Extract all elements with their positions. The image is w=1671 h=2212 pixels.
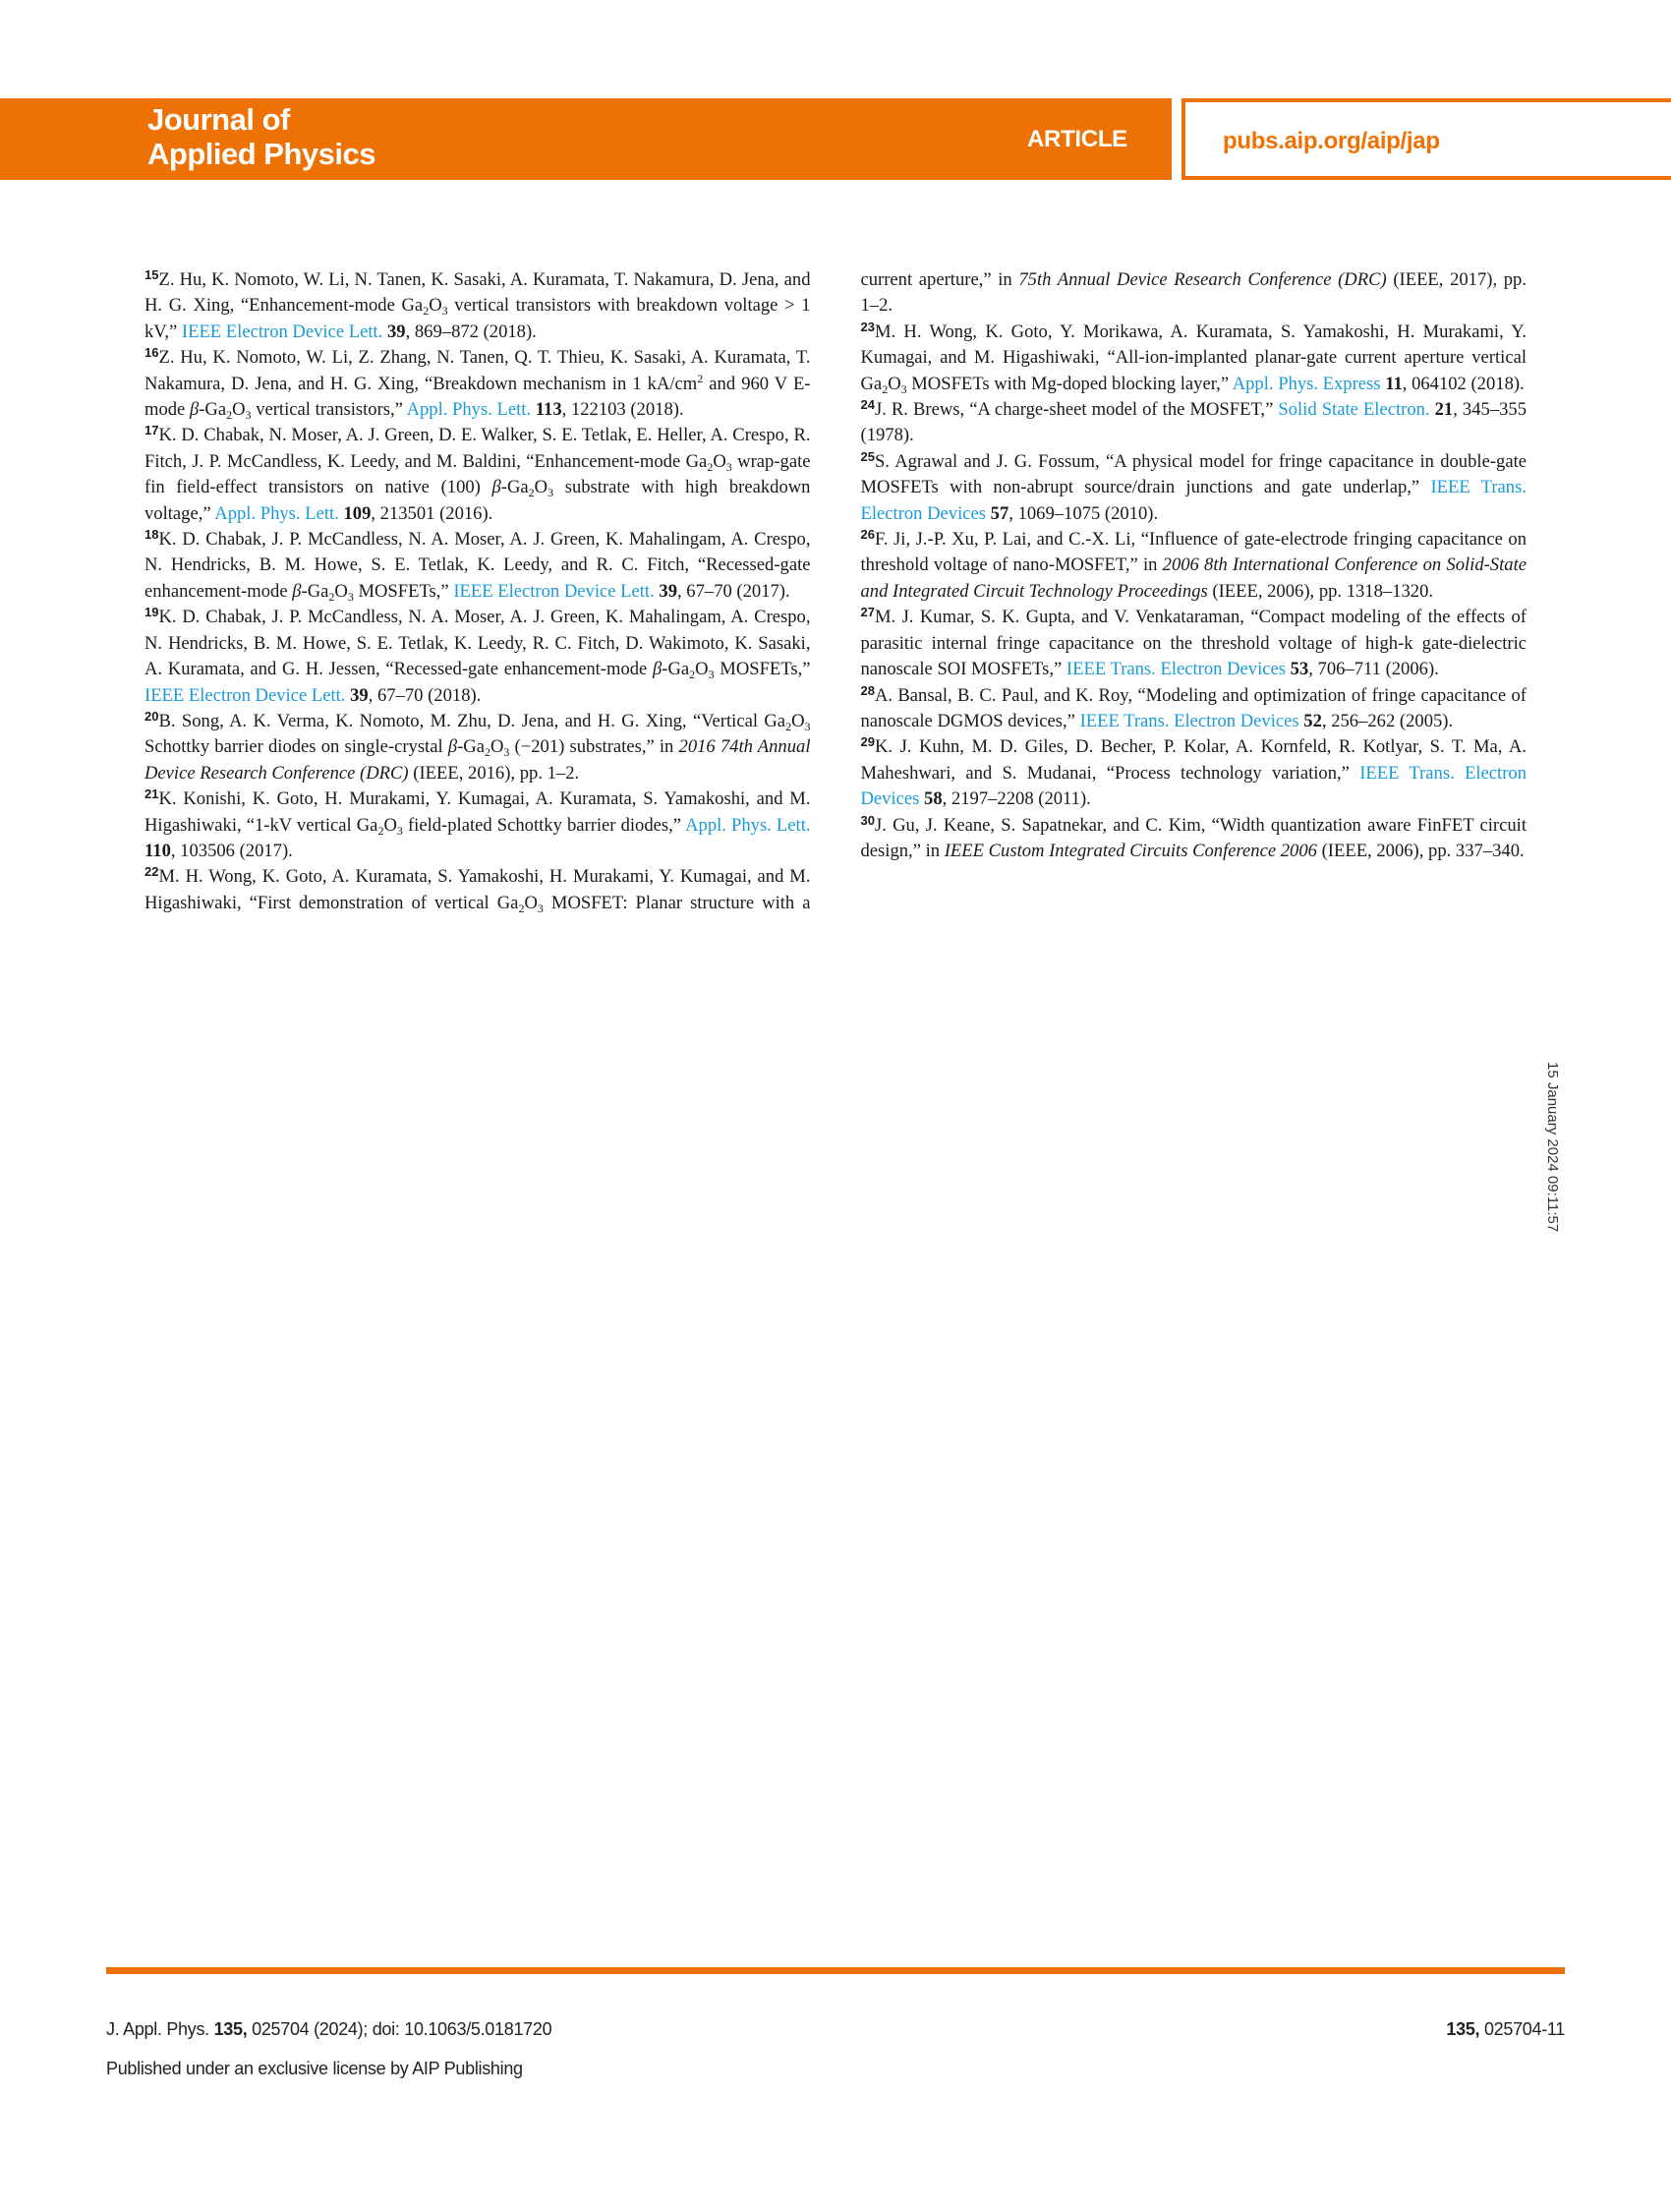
reference-item [861, 320, 1527, 397]
reference-text: Z. Hu, K. Nomoto, W. Li, Z. Zhang, N. Tanen, Q. T. Thieu, K. Sasaki, A. Kuramata, T. Nakamura, D. Jena, and H. G. Xing, “Breakdown mechanism in 1 kA/cm [144, 347, 811, 394]
reference-text: -Ga [199, 399, 227, 421]
journal-url-link[interactable]: pubs.aip.org/aip/jap [1223, 128, 1440, 154]
journal-title-line2: Applied Physics [147, 137, 375, 171]
reference-text: (−201) substrates,” in [509, 736, 679, 758]
reference-number: 28 [860, 682, 875, 698]
volume-number: 21 [1434, 399, 1454, 421]
reference-text: O [713, 450, 726, 472]
journal-link[interactable]: Appl. Phys. Lett. [406, 399, 532, 421]
reference-number: 24 [860, 397, 875, 413]
reference-list [144, 267, 1527, 916]
reference-text: O [524, 892, 538, 913]
citation-volume: 135, [213, 2019, 248, 2039]
reference-text: K. Konishi, K. Goto, H. Murakami, Y. Kumagai, A. Kuramata, S. Yamakoshi, and M. Higashiwaki, “1-kV vertical Ga [144, 788, 811, 836]
reference-text: O [791, 710, 805, 731]
reference-number: 17 [144, 423, 159, 438]
reference-item [144, 423, 811, 527]
subscript: 2 [785, 719, 792, 733]
article-type-label: ARTICLE [1027, 126, 1127, 152]
journal-link[interactable]: Appl. Phys. Lett. [685, 814, 811, 836]
reference-text: F. Ji, J.-P. Xu, P. Lai, and C.-X. Li, “Influence of gate-electrode fringing capacitance on threshold voltage of nano-MOSFET,” in [860, 529, 1527, 576]
subscript: 2 [484, 745, 490, 760]
journal-title [147, 102, 375, 171]
reference-text: O [334, 580, 348, 602]
subscript: 2 [689, 668, 696, 682]
reference-text: wrap-gate fin field-effect transistors on native (100) [144, 450, 811, 498]
reference-text: MOSFETs,” [353, 580, 454, 602]
italic-text: β [491, 477, 501, 498]
reference-number: 25 [860, 448, 875, 464]
italic-text: β [292, 580, 302, 602]
reference-item [861, 449, 1527, 527]
page-volume: 135, [1446, 2019, 1480, 2039]
reference-text: , 706–711 (2006). [1308, 659, 1439, 680]
subscript: 3 [396, 823, 403, 838]
reference-text: S. Agrawal and J. G. Fossum, “A physical model for fringe capacitance in double-gate MOSFETs with non-abrupt source/drain junctions and gate underlap,” [860, 450, 1527, 498]
journal-link[interactable]: IEEE Trans. Electron Devices [1079, 710, 1299, 731]
reference-item [144, 709, 811, 786]
reference-text: -Ga [662, 659, 690, 680]
footer-page-number [1446, 2019, 1565, 2040]
reference-text: MOSFETs with Mg-doped blocking layer,” [906, 373, 1233, 394]
footer-divider [106, 1967, 1565, 1974]
reference-text: vertical transistors with breakdown voltage > 1 kV,” [144, 295, 811, 342]
journal-url-box [1181, 98, 1671, 180]
subscript: 2 [328, 589, 335, 604]
reference-text: , 064102 (2018). [1402, 373, 1525, 394]
reference-text: field-plated Schottky barrier diodes,” [402, 814, 686, 836]
subscript: 2 [518, 901, 525, 915]
reference-text: B. Song, A. K. Verma, K. Nomoto, M. Zhu, D. Jena, and H. G. Xing, “Vertical Ga [158, 710, 786, 731]
volume-number: 11 [1385, 373, 1403, 394]
subscript: 2 [882, 381, 889, 396]
journal-header-banner [0, 98, 1172, 180]
subscript: 3 [347, 589, 354, 604]
reference-text: O [232, 399, 246, 421]
reference-text: J. R. Brews, “A charge-sheet model of the MOSFET,” [874, 399, 1279, 421]
reference-text: -Ga [457, 736, 485, 758]
reference-number: 27 [860, 605, 875, 620]
journal-link[interactable]: Solid State Electron. [1278, 399, 1430, 421]
reference-item [144, 605, 811, 709]
superscript: 2 [697, 371, 704, 385]
reference-text: , 67–70 (2018). [368, 684, 482, 706]
reference-text: M. J. Kumar, S. K. Gupta, and V. Venkataraman, “Compact modeling of the effects of parasitic internal fringe capacitance on the threshold voltage of high-k gate-dielectric nanoscale SOI MOSFETs,” [860, 607, 1527, 680]
subscript: 3 [900, 381, 907, 396]
reference-item [144, 786, 811, 864]
reference-number: 20 [144, 708, 159, 724]
reference-text: O [429, 295, 442, 317]
reference-text: O [695, 659, 709, 680]
reference-text: and 960 V E-mode [144, 373, 811, 421]
subscript: 3 [537, 901, 544, 915]
reference-item [144, 345, 811, 423]
volume-number: 109 [343, 502, 372, 524]
reference-text: O [490, 736, 504, 758]
reference-text: K. J. Kuhn, M. D. Giles, D. Becher, P. Kolar, A. Kornfeld, R. Kotlyar, S. T. Ma, A. Maheshwari, and S. Mudanai, “Process technology variation,” [860, 736, 1527, 784]
volume-number: 39 [350, 684, 369, 706]
reference-text: M. H. Wong, K. Goto, Y. Morikawa, A. Kuramata, S. Yamakoshi, H. Murakami, Y. Kumagai, and M. Higashiwaki, “All-ion-implanted planar-gate current aperture vertical Ga [860, 320, 1527, 394]
reference-item [144, 267, 811, 345]
journal-link[interactable]: Appl. Phys. Express [1232, 373, 1381, 394]
volume-number: 58 [924, 788, 943, 810]
reference-text: , 213501 (2016). [371, 502, 493, 524]
reference-item [861, 734, 1527, 812]
journal-link[interactable]: IEEE Trans. Electron Devices [1066, 659, 1286, 680]
subscript: 3 [503, 745, 510, 760]
reference-number: 15 [144, 267, 159, 282]
reference-text: O [888, 373, 901, 394]
reference-text: K. D. Chabak, J. P. McCandless, N. A. Moser, A. J. Green, K. Mahalingam, A. Crespo, N. Hendricks, B. M. Howe, S. E. Tetlak, K. Leedy, R. C. Fitch, D. Wakimoto, K. Sasaki, A. Kuramata, and G. H. Jessen, “Recessed-gate enhancement-mode [144, 607, 811, 680]
reference-text: K. D. Chabak, J. P. McCandless, N. A. Moser, A. J. Green, K. Mahalingam, A. Crespo, N. Hendricks, B. M. Howe, S. E. Tetlak, K. Leedy, and R. C. Fitch, “Recessed-gate enhancement-mode [144, 529, 811, 602]
reference-number: 21 [144, 786, 159, 802]
citation-journal: J. Appl. Phys. [106, 2019, 214, 2039]
subscript: 2 [226, 408, 233, 423]
download-timestamp: 15 January 2024 09:11:57 [1544, 1062, 1561, 1233]
reference-item [861, 605, 1527, 682]
subscript: 3 [708, 668, 715, 682]
reference-text: , 122103 (2018). [561, 399, 684, 421]
footer-citation [106, 2019, 551, 2040]
reference-text: , 2197–2208 (2011). [942, 788, 1091, 810]
journal-link[interactable]: IEEE Trans. Electron Devices [860, 477, 1527, 524]
subscript: 2 [528, 486, 535, 500]
reference-item [861, 683, 1527, 735]
reference-text: O [534, 477, 548, 498]
journal-link[interactable]: IEEE Trans. Electron Devices [860, 762, 1527, 810]
italic-text: 75th Annual Device Research Conference (DRC) [1018, 269, 1387, 290]
volume-number: 110 [144, 840, 171, 861]
reference-text: Z. Hu, K. Nomoto, W. Li, N. Tanen, K. Sasaki, A. Kuramata, T. Nakamura, D. Jena, and H. G. Xing, “Enhancement-mode Ga [144, 269, 811, 317]
reference-number: 16 [144, 345, 159, 361]
reference-text: J. Gu, J. Keane, S. Sapatnekar, and C. Kim, “Width quantization aware FinFET circuit design,” in [860, 814, 1527, 861]
reference-item [861, 527, 1527, 605]
reference-item [861, 397, 1527, 449]
journal-link[interactable]: Appl. Phys. Lett. [214, 502, 339, 524]
reference-text: MOSFETs,” [714, 659, 811, 680]
reference-text: -Ga [301, 580, 329, 602]
italic-text: IEEE Custom Integrated Circuits Conference 2006 [944, 840, 1317, 861]
reference-text: M. H. Wong, K. Goto, A. Kuramata, S. Yamakoshi, H. Murakami, Y. Kumagai, and M. Higashiwaki, “First demonstration of vertical Ga [144, 866, 811, 913]
journal-title-line1: Journal of [147, 102, 290, 137]
reference-text: A. Bansal, B. C. Paul, and K. Roy, “Modeling and optimization of fringe capacitance of nanoscale DGMOS devices,” [860, 684, 1527, 731]
italic-text: β [189, 399, 200, 421]
reference-number: 29 [860, 734, 875, 750]
italic-text: β [447, 736, 458, 758]
reference-text: , 345–355 (1978). [860, 399, 1527, 446]
volume-number: 53 [1290, 659, 1309, 680]
reference-text: , 256–262 (2005). [1321, 710, 1454, 731]
citation-doi: 025704 (2024); doi: 10.1063/5.0181720 [247, 2019, 552, 2039]
volume-number: 52 [1303, 710, 1322, 731]
journal-link[interactable]: IEEE Electron Device Lett. [453, 580, 655, 602]
reference-number: 22 [144, 864, 159, 880]
journal-link[interactable]: IEEE Electron Device Lett. [181, 320, 383, 342]
reference-number: 30 [860, 812, 875, 828]
reference-text: (IEEE, 2006), pp. 1318–1320. [1207, 580, 1434, 602]
reference-text: (IEEE, 2006), pp. 337–340. [1316, 840, 1525, 861]
italic-text: 2006 8th International Conference on Solid-State and Integrated Circuit Technology Proceedings [860, 554, 1527, 602]
reference-number: 18 [144, 527, 159, 543]
reference-item [861, 813, 1527, 865]
volume-number: 39 [386, 320, 406, 342]
reference-text: substrate with high breakdown voltage,” [144, 477, 811, 524]
subscript: 3 [725, 459, 732, 474]
reference-item [144, 527, 811, 605]
subscript: 3 [441, 304, 448, 319]
italic-text: 2016 74th Annual Device Research Conference (DRC) [144, 736, 811, 784]
subscript: 2 [377, 823, 384, 838]
journal-link[interactable]: IEEE Electron Device Lett. [144, 684, 346, 706]
volume-number: 57 [990, 502, 1009, 524]
subscript: 3 [804, 719, 811, 733]
reference-number: 19 [144, 605, 159, 620]
subscript: 2 [707, 459, 714, 474]
reference-text: , 103506 (2017). [170, 840, 293, 861]
volume-number: 113 [535, 399, 562, 421]
reference-number: 26 [860, 527, 875, 543]
reference-text: (IEEE, 2017), pp. 1–2. [860, 269, 1527, 317]
reference-text: O [383, 814, 397, 836]
subscript: 3 [547, 486, 554, 500]
volume-number: 39 [659, 580, 677, 602]
reference-text: , 67–70 (2017). [677, 580, 790, 602]
reference-text: MOSFET: Planar structure with a current aperture,” in [543, 269, 1019, 913]
footer-license: Published under an exclusive license by AIP Publishing [106, 2059, 523, 2078]
subscript: 3 [245, 408, 252, 423]
reference-text: vertical transistors,” [251, 399, 407, 421]
reference-text: (IEEE, 2016), pp. 1–2. [408, 762, 580, 784]
reference-number: 23 [860, 319, 875, 334]
reference-text: , 1069–1075 (2010). [1008, 502, 1159, 524]
subscript: 2 [423, 304, 430, 319]
italic-text: β [653, 659, 663, 680]
reference-text: , 869–872 (2018). [405, 320, 537, 342]
reference-text: K. D. Chabak, N. Moser, A. J. Green, D. E. Walker, S. E. Tetlak, E. Heller, A. Crespo, R. Fitch, J. P. McCandless, K. Leedy, and M. Baldini, “Enhancement-mode Ga [144, 425, 811, 472]
reference-text: -Ga [500, 477, 529, 498]
page-id: 025704-11 [1479, 2019, 1565, 2039]
reference-text: Schottky barrier diodes on single-crystal [144, 736, 448, 758]
